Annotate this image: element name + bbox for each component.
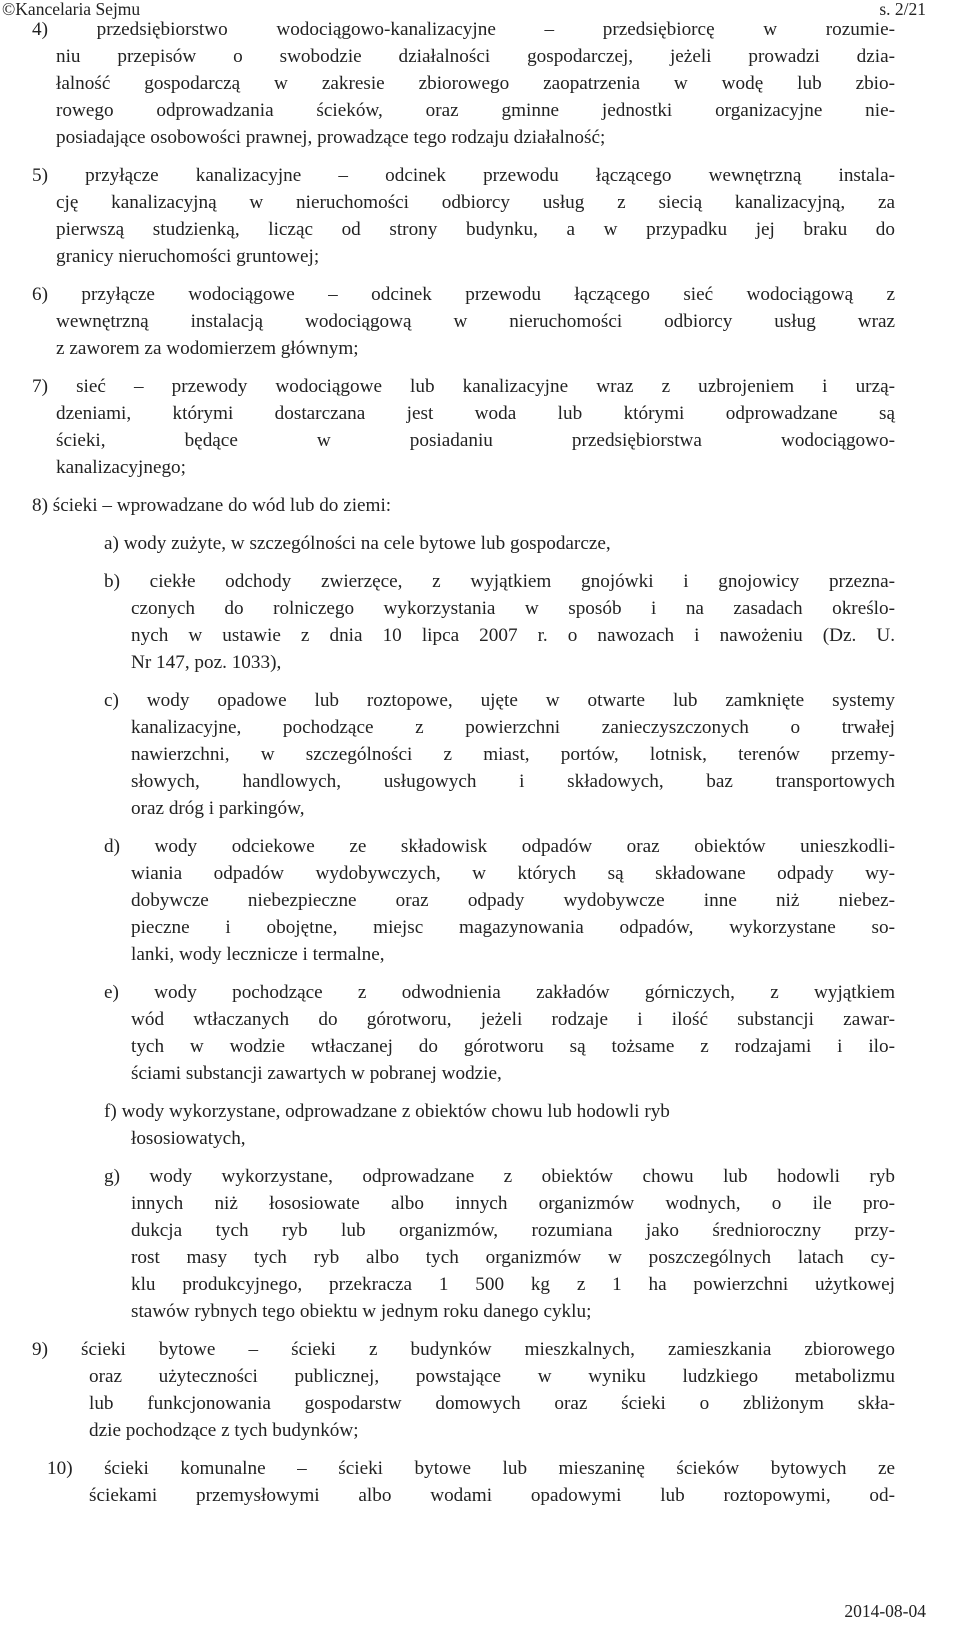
text-line: nych w ustawie z dnia 10 lipca 2007 r. o nawozach i nawożeniu (Dz. U. <box>131 625 895 646</box>
text-line: oraz dróg i parkingów, <box>131 798 305 819</box>
text-line: klu produkcyjnego, przekracza 1 500 kg z 1 ha powierzchni użytkowej <box>131 1274 895 1295</box>
text-line: dobywcze niebezpieczne oraz odpady wydobywcze inne niż niebez- <box>131 890 895 911</box>
text-line: rowego odprowadzania ścieków, oraz gminne jednostki organizacyjne nie- <box>56 100 895 121</box>
text-line: e) wody pochodzące z odwodnienia zakładów górniczych, z wyjątkiem <box>104 982 895 1003</box>
text-line: granicy nieruchomości gruntowej; <box>56 246 320 267</box>
footer-date: 2014-08-04 <box>844 1601 926 1621</box>
text-line: lanki, wody lecznicze i termalne, <box>131 944 385 965</box>
text-line: kanalizacyjne, pochodzące z powierzchni zanieczyszczonych o trwałej <box>131 717 895 738</box>
text-line: f) wody wykorzystane, odprowadzane z obiektów chowu lub hodowli ryb <box>104 1101 670 1122</box>
text-line: posiadające osobowości prawnej, prowadzące tego rodzaju działalność; <box>56 127 606 148</box>
text-line: czonych do rolniczego wykorzystania w sposób i na zasadach określo- <box>131 598 895 619</box>
text-line: wewnętrzną instalacją wodociągową w nieruchomości odbiorcy usług wraz <box>56 311 895 332</box>
text-line: Nr 147, poz. 1033), <box>131 652 282 673</box>
page-number: s. 2/21 <box>879 0 926 19</box>
text-line: 7) sieć – przewody wodociągowe lub kanalizacyjne wraz z uzbrojeniem i urzą- <box>32 376 895 397</box>
text-line: lub funkcjonowania gospodarstw domowych oraz ścieki o zbliżonym skła- <box>89 1393 895 1414</box>
text-line: 4) przedsiębiorstwo wodociągowo-kanalizacyjne – przedsiębiorcę w rozumie- <box>32 19 895 40</box>
text-line: pieczne i obojętne, miejsc magazynowania odpadów, wykorzystane so- <box>131 917 895 938</box>
text-line: c) wody opadowe lub roztopowe, ujęte w otwarte lub zamknięte systemy <box>104 690 895 711</box>
text-line: ściekami przemysłowymi albo wodami opadowymi lub roztopowymi, od- <box>89 1485 895 1506</box>
text-line: cję kanalizacyjną w nieruchomości odbiorcy usług z siecią kanalizacyjną, za <box>56 192 895 213</box>
text-line: 6) przyłącze wodociągowe – odcinek przewodu łączącego sieć wodociągową z <box>32 284 895 305</box>
text-line: g) wody wykorzystane, odprowadzane z obiektów chowu lub hodowli ryb <box>104 1166 895 1187</box>
text-line: łalność gospodarczą w zakresie zbiorowego zaopatrzenia w wodę lub zbio- <box>56 73 895 94</box>
text-line: b) ciekłe odchody zwierzęce, z wyjątkiem gnojówki i gnojowicy przezna- <box>104 571 895 592</box>
text-line: łososiowatych, <box>131 1128 246 1149</box>
text-line: a) wody zużyte, w szczególności na cele bytowe lub gospodarcze, <box>104 533 611 554</box>
header-copyright: ©Kancelaria Sejmu <box>2 0 141 19</box>
text-line: z zaworem za wodomierzem głównym; <box>56 338 359 359</box>
text-line: dzeniami, którymi dostarczana jest woda lub którymi odprowadzane są <box>56 403 895 424</box>
text-line: kanalizacyjnego; <box>56 457 186 478</box>
text-line: rost masy tych ryb albo tych organizmów w poszczególnych latach cy- <box>131 1247 895 1268</box>
text-line: słowych, handlowych, usługowych i składowych, baz transportowych <box>131 771 895 792</box>
text-line: 8) ścieki – wprowadzane do wód lub do ziemi: <box>32 495 392 516</box>
text-line: nawierzchni, w szczególności z miast, portów, lotnisk, terenów przemy- <box>131 744 895 765</box>
text-line: d) wody odciekowe ze składowisk odpadów oraz obiektów unieszkodli- <box>104 836 895 857</box>
text-line: pierwszą studzienką, licząc od strony budynku, a w przypadku jej braku do <box>56 219 895 240</box>
text-line: tych w wodzie wtłaczanej do górotworu są tożsame z rodzajami i ilo- <box>131 1036 895 1057</box>
text-line: ścieki, będące w posiadaniu przedsiębiorstwa wodociągowo- <box>56 430 895 451</box>
text-line: wód wtłaczanych do górotworu, jeżeli rodzaje i ilość substancji zawar- <box>131 1009 895 1030</box>
text-line: 5) przyłącze kanalizacyjne – odcinek przewodu łączącego wewnętrzną instala- <box>32 165 895 186</box>
text-line: ściami substancji zawartych w pobranej wodzie, <box>131 1063 502 1084</box>
text-line: 9) ścieki bytowe – ścieki z budynków mieszkalnych, zamieszkania zbiorowego <box>32 1339 895 1360</box>
text-line: oraz użyteczności publicznej, powstające w wyniku ludzkiego metabolizmu <box>89 1366 895 1387</box>
text-line: 10) ścieki komunalne – ścieki bytowe lub mieszaninę ścieków bytowych ze <box>47 1458 895 1479</box>
text-line: dukcja tych ryb lub organizmów, rozumiana jako średnioroczny przy- <box>131 1220 895 1241</box>
text-line: innych niż łososiowate albo innych organizmów wodnych, o ile pro- <box>131 1193 895 1214</box>
text-line: dzie pochodzące z tych budynków; <box>89 1420 359 1441</box>
text-line: wiania odpadów wydobywczych, w których są składowane odpady wy- <box>131 863 895 884</box>
text-line: niu przepisów o swobodzie działalności gospodarczej, jeżeli prowadzi dzia- <box>56 46 895 67</box>
text-line: stawów rybnych tego obiektu w jednym roku danego cyklu; <box>131 1301 592 1322</box>
